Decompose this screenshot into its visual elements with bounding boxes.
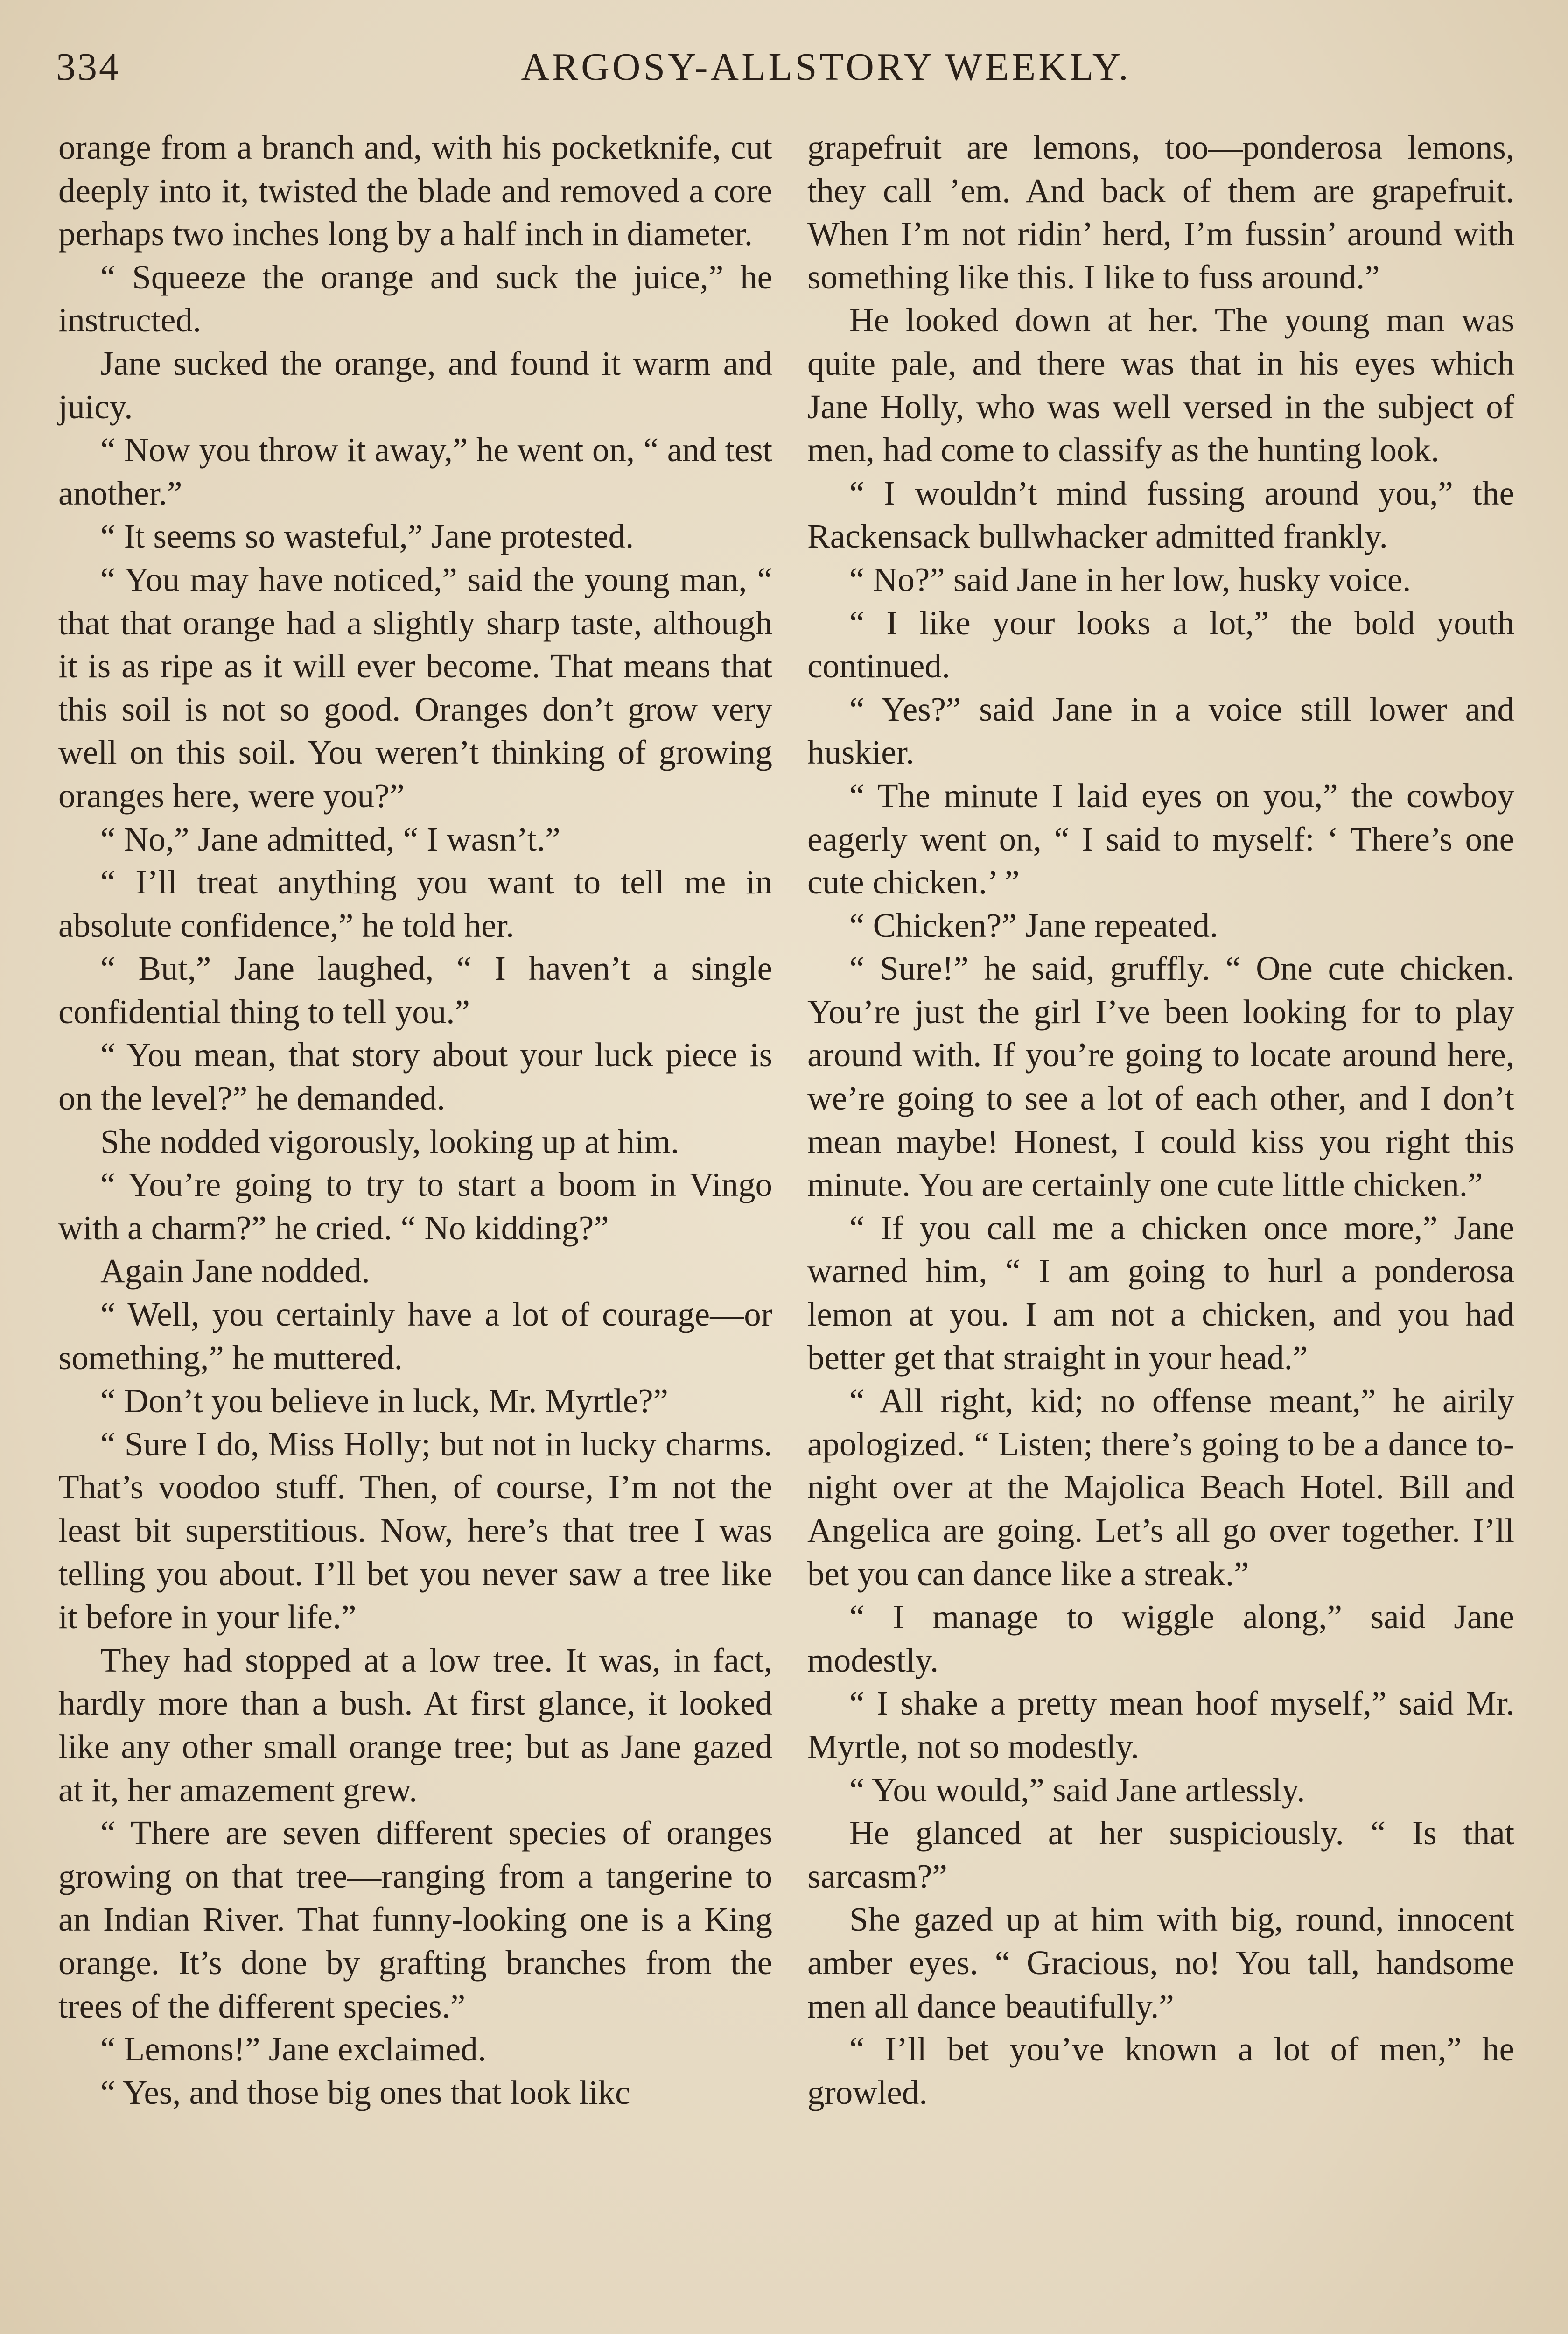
paragraph: “ Squeeze the orange and suck the juice,” he instructed. xyxy=(58,258,772,339)
paragraph: “ Sure!” he said, gruffly. “ One cute chicken. You’re just the girl I’ve been looking for to play around with. If you’re going to locate around here, we’re going to see a lot of each other, and I don’t mean maybe! Honest, I could kiss you right this minute. You are certainly one cute little chicken.” xyxy=(807,949,1514,1204)
paragraph: “ Don’t you believe in luck, Mr. Myrtle?” xyxy=(100,1382,669,1420)
paragraph: “ You would,” said Jane artlessly. xyxy=(849,1771,1305,1809)
page-number: 334 xyxy=(56,45,120,89)
right-column xyxy=(807,126,1514,2114)
paragraph: “ There are seven different species of oranges growing on that tree—ranging from a tangerine to an Indian River. That funny-looking one is a King orange. It’s done by grafting branches from the trees of the different species.” xyxy=(58,1814,772,2025)
paragraph: Jane sucked the orange, and found it warm and juicy. xyxy=(58,344,772,426)
paragraph: “ You’re going to try to start a boom in Vingo with a charm?” he cried. “ No kidding?” xyxy=(58,1166,772,1247)
paragraph: “ No?” said Jane in her low, husky voice. xyxy=(849,560,1411,598)
paragraph: “ Yes?” said Jane in a voice still lower and huskier. xyxy=(807,690,1514,772)
paragraph: They had stopped at a low tree. It was, in fact, hardly more than a bush. At first glance, it looked like any other small orange tree; but as Jane gazed at it, her amazement grew. xyxy=(58,1641,772,1809)
paragraph: “ I wouldn’t mind fussing around you,” the Rackensack bullwhacker admitted frankly. xyxy=(807,474,1514,555)
running-title: ARGOSY-ALLSTORY WEEKLY. xyxy=(521,45,1131,89)
paragraph: “ I’ll bet you’ve known a lot of men,” he growled. xyxy=(807,2030,1514,2111)
paragraph: He looked down at her. The young man was quite pale, and there was that in his eyes which Jane Holly, who was well versed in the subject of men, had come to classify as the hunting look. xyxy=(807,301,1514,469)
paragraph: “ You may have noticed,” said the young man, “ that that orange had a slightly sharp taste, although it is as ripe as it will ever become. That means that this soil is not so good. Oranges don’t grow very well on this soil. You weren’t thinking of growing oranges here, were you?” xyxy=(58,560,772,815)
paragraph: Again Jane nodded. xyxy=(100,1252,370,1290)
paragraph: “ I manage to wiggle along,” said Jane modestly. xyxy=(807,1598,1514,1679)
paragraph: She nodded vigorously, looking up at him. xyxy=(100,1122,679,1160)
paragraph: He glanced at her suspiciously. “ Is that sarcasm?” xyxy=(807,1814,1514,1895)
paragraph: “ Chicken?” Jane repeated. xyxy=(849,906,1218,944)
paragraph: “ Yes, and those big ones that look likc xyxy=(100,2073,630,2111)
paragraph: “ I like your looks a lot,” the bold youth continued. xyxy=(807,604,1514,685)
paragraph: “ If you call me a chicken once more,” Jane warned him, “ I am going to hurl a ponderosa lemon at you. I am not a chicken, and you had better get that straight in your head.” xyxy=(807,1209,1514,1377)
paragraph: grapefruit are lemons, too—ponderosa lemons, they call ’em. And back of them are grapefruit. When I’m not ridin’ herd, I’m fussin’ around with something like this. I like to fuss around.” xyxy=(807,128,1514,296)
paragraph: orange from a branch and, with his pocketknife, cut deeply into it, twisted the blade and removed a core perhaps two inches long by a half inch in diameter. xyxy=(58,128,772,253)
paragraph: “ I’ll treat anything you want to tell me in absolute confidence,” he told her. xyxy=(58,863,772,944)
paragraph: “ Lemons!” Jane exclaimed. xyxy=(100,2030,486,2068)
paragraph: “ All right, kid; no offense meant,” he airily apologized. “ Listen; there’s going to be a dance to-night over at the Majolica Beach Hotel. Bill and Angelica are going. Let’s all go over together. I’ll bet you can dance like a streak.” xyxy=(807,1382,1514,1593)
paragraph: She gazed up at him with big, round, innocent amber eyes. “ Gracious, no! You tall, handsome men all dance beautifully.” xyxy=(807,1900,1514,2025)
paragraph: “ It seems so wasteful,” Jane protested. xyxy=(100,517,634,555)
paragraph: “ Sure I do, Miss Holly; but not in lucky charms. That’s voodoo stuff. Then, of course, I’m not the least bit superstitious. Now, here’s that tree I was telling you about. I’ll bet you never saw a tree like it before in your life.” xyxy=(58,1425,772,1636)
paragraph: “ But,” Jane laughed, “ I haven’t a single confidential thing to tell you.” xyxy=(58,949,772,1031)
left-column xyxy=(58,126,772,2114)
paragraph: “ The minute I laid eyes on you,” the cowboy eagerly went on, “ I said to myself: ‘ There’s one cute chicken.’ ” xyxy=(807,776,1514,901)
paragraph: “ Well, you certainly have a lot of courage—or something,” he muttered. xyxy=(58,1295,772,1377)
paragraph: “ You mean, that story about your luck piece is on the level?” he demanded. xyxy=(58,1036,772,1118)
paragraph: “ Now you throw it away,” he went on, “ and test another.” xyxy=(58,431,772,512)
paragraph: “ I shake a pretty mean hoof myself,” said Mr. Myrtle, not so modestly. xyxy=(807,1684,1514,1765)
page-header xyxy=(56,44,1512,110)
paragraph: “ No,” Jane admitted, “ I wasn’t.” xyxy=(100,820,560,858)
